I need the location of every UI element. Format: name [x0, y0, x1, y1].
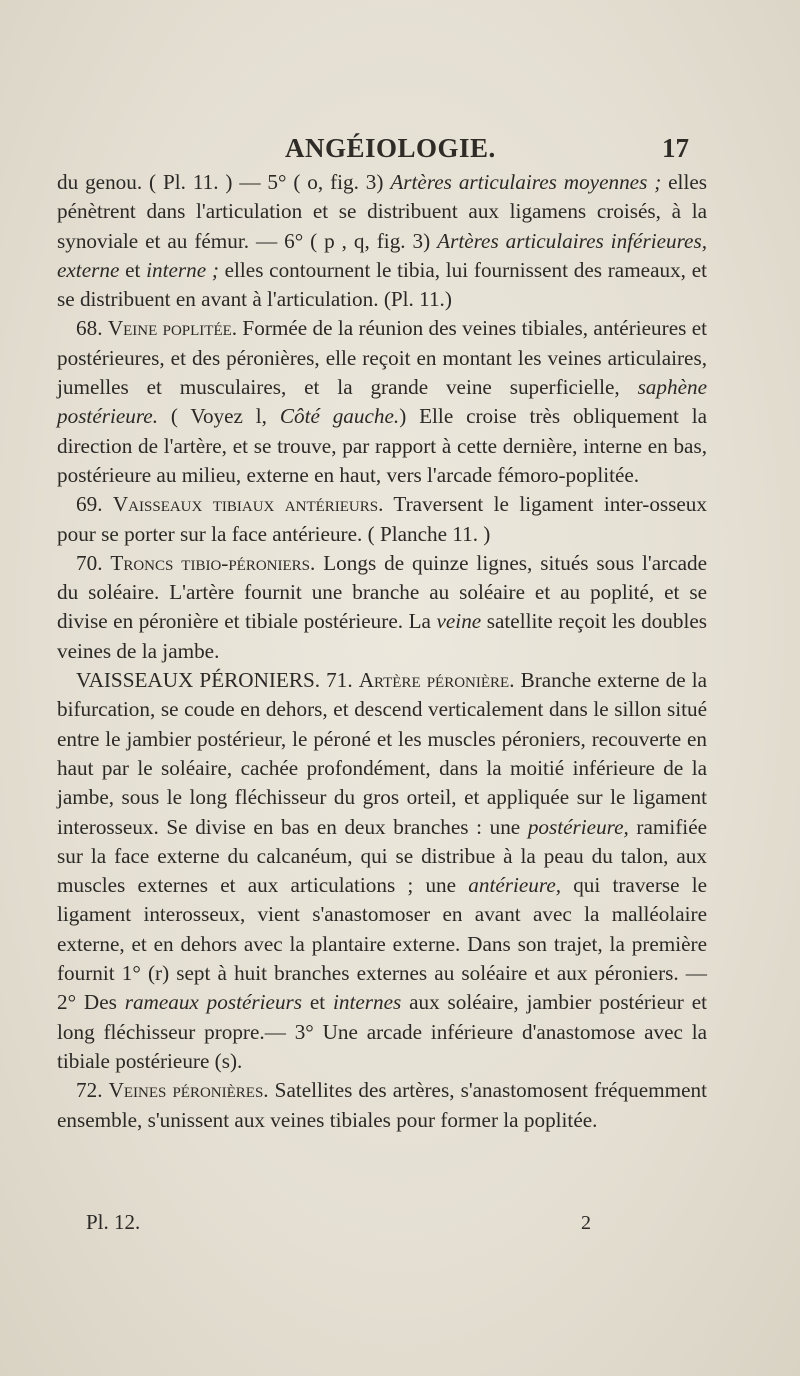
sheet-number: 2 [581, 1212, 591, 1234]
text-run: et [302, 990, 334, 1015]
paragraph-72-veines-peronieres [57, 1076, 707, 1135]
section-heading: Veine poplitée. [107, 316, 238, 341]
text-run: 70. [76, 550, 111, 575]
paragraph-70-troncs-tibio-peroniers [57, 549, 707, 666]
italic-term: saphène postérieure. [57, 375, 707, 429]
paragraph-71-vaisseaux-peroniers [57, 666, 707, 1076]
body-text [57, 168, 707, 1135]
text-run: ( Voyez l, [158, 404, 280, 429]
paragraph-69-vaisseaux-tibiaux [57, 490, 707, 549]
section-heading: Veines péronières. [108, 1078, 269, 1103]
italic-term: interne ; [146, 257, 219, 282]
section-heading: Vaisseaux tibiaux antérieurs. [112, 492, 384, 517]
paragraph-68-veine-poplitee [57, 314, 707, 490]
text-run: 72. [76, 1078, 109, 1103]
signature-mark: Pl. 12. [86, 1210, 141, 1234]
italic-term: postérieure, [527, 814, 629, 839]
text-run: et [119, 257, 147, 282]
page-number: 17 [662, 133, 689, 163]
section-heading: Troncs tibio-péroniers. [110, 550, 316, 575]
page-footer [86, 1210, 606, 1240]
text-run: aux soléaire, jambier postérieur et long fléchisseur propre.— 3° Une arcade inférieure d'anastomose avec la tibiale postérieure (s). [57, 990, 707, 1073]
text-run: Formée de la réunion des veines tibiales, antérieures et postérieures, et des péronières, elle reçoit en montant les veines articulaires, jumelles et musculaires, et la grande veine superficielle, [57, 316, 707, 400]
text-run: du genou. ( Pl. 11. ) — 5° ( o, fig. 3) [57, 170, 391, 194]
italic-term: Artères articulaires inférieures, externe [57, 228, 707, 282]
text-run: Longs de quinze lignes, situés sous l'arcade du soléaire. L'artère fournit une branche au soléaire et au poplité, et se divise en péronière et tibiale postérieure. La [57, 550, 707, 634]
text-run: Branche externe de la bifurcation, se coude en dehors, et descend verticalement dans le sillon situé entre le jambier postérieur, le péroné et les muscles péroniers, recouverte en haut par le soléaire, cachée profondément, dans la moitié inférieure de la jambe, sous le long fléchisseur du gros orteil, et appliquée sur le ligament interosseux. Se divise en bas en deux branches : une [57, 668, 708, 839]
text-run: elles contournent le tibia, lui fournissent des rameaux, et se distribuent en avant à l'articulation. (Pl. 11.) [57, 257, 707, 312]
text-run: qui traverse le ligament interosseux, vient s'anastomoser en avant avec la malléolaire externe, et en dehors avec la plantaire externe. Dans son trajet, la première fournit 1° (r) sept à huit branches externes au soléaire et aux péroniers. — 2° Des [57, 873, 708, 1015]
text-run: VAISSEAUX PÉRONIERS. 71. [76, 668, 359, 693]
text-run: ) Elle croise très obliquement la direction de l'artère, et se trouve, par rapport à cette dernière, interne en bas, postérieure au milieu, externe en haut, vers l'arcade fémoro-poplitée. [57, 404, 708, 487]
text-run: 69. [76, 492, 113, 517]
italic-term: antérieure, [468, 873, 562, 898]
text-run: 68. [76, 316, 108, 341]
paragraph-continuation [57, 168, 707, 314]
italic-term: Artères articulaires moyennes ; [390, 170, 662, 194]
running-title: ANGÉIOLOGIE. [285, 133, 496, 163]
section-heading: Artère péronière. [358, 668, 515, 693]
italic-term: Côté gauche. [279, 404, 400, 429]
text-run: satellite reçoit les doubles veines de la jambe. [57, 609, 707, 663]
text-run: Traversent le ligament inter-osseux pour se porter sur la face antérieure. ( Planche 11. ) [57, 492, 707, 546]
text-run: ramifiée sur la face externe du calcanéum, qui se distribue à la peau du talon, aux muscles externes et aux articulations ; une [57, 814, 708, 898]
italic-term: veine [436, 609, 482, 634]
text-run: elles pénètrent dans l'articulation et se distribuent aux ligamens croisés, à la synoviale et au fémur. — 6° ( p , q, fig. 3) [57, 170, 707, 253]
italic-term: internes [333, 990, 402, 1015]
page-header [0, 133, 800, 167]
text-run: Satellites des artères, s'anastomosent fréquemment ensemble, s'unissent aux veines tibiales pour former la poplitée. [57, 1078, 708, 1132]
italic-term: rameaux postérieurs [124, 990, 303, 1015]
